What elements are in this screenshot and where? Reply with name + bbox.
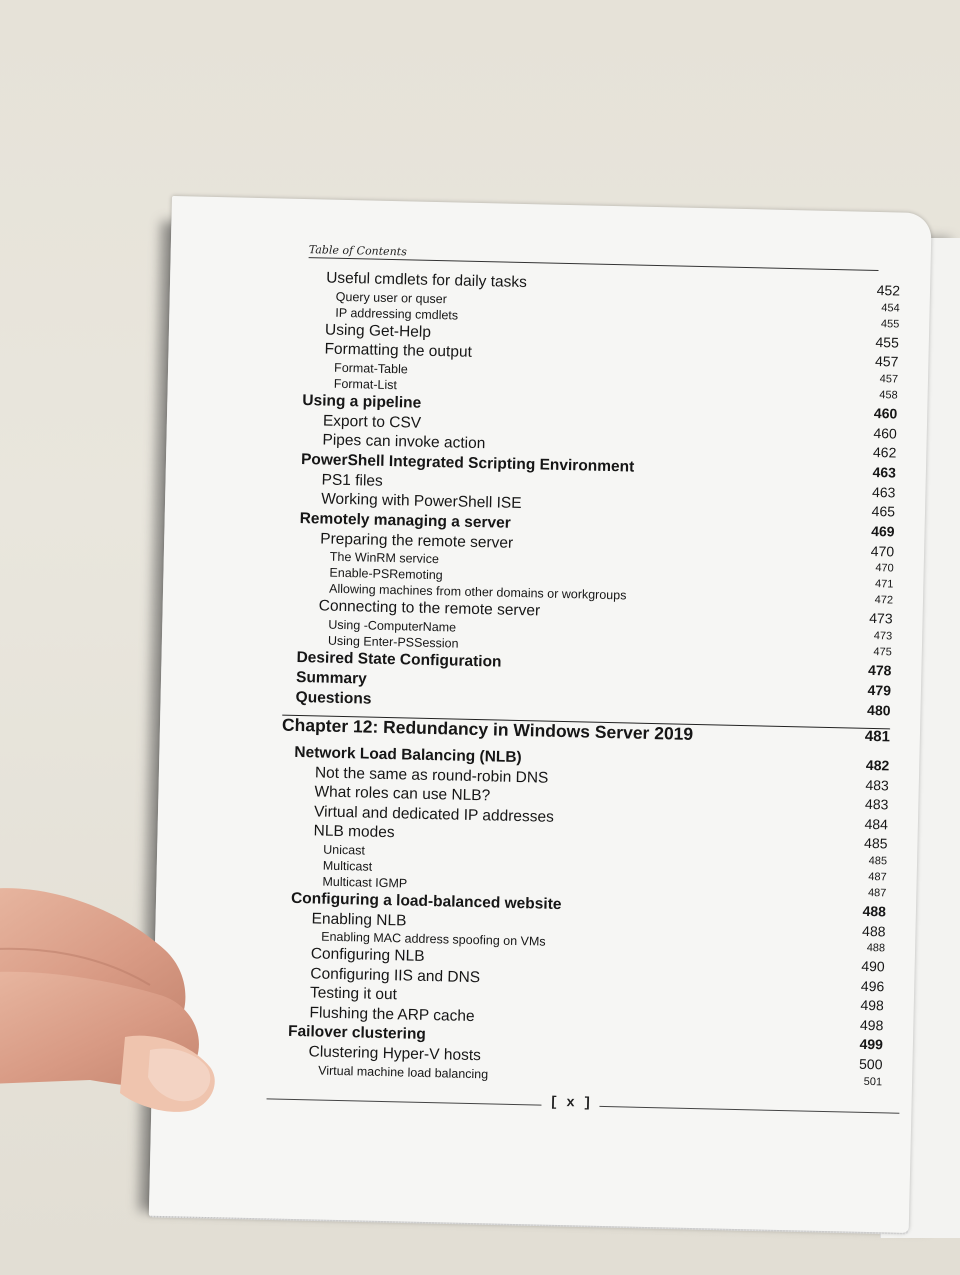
toc-entry-title: Connecting to the remote server <box>318 597 541 620</box>
toc-entry-page: 485 <box>863 834 888 852</box>
page-number: [ x ] <box>549 1094 592 1112</box>
toc-entry-page: 475 <box>873 645 892 658</box>
toc-entry-title: Not the same as round-robin DNS <box>314 763 549 787</box>
toc-entry-title: Configuring IIS and DNS <box>310 964 481 986</box>
toc-entry-title: IP addressing cmdlets <box>335 305 459 323</box>
toc-entry-page: 480 <box>866 701 891 718</box>
toc-entry-title: Using Get-Help <box>324 321 432 341</box>
toc-entry-page: 488 <box>862 902 887 919</box>
toc-entry-title: Pipes can invoke action <box>322 431 486 453</box>
toc-entry-title: Using -ComputerName <box>328 617 457 635</box>
toc-entry-title: Chapter 12: Redundancy in Windows Server 2019 <box>281 714 694 744</box>
toc-entry-page: 498 <box>860 996 885 1014</box>
toc-entry-title: Desired State Configuration <box>296 648 502 671</box>
toc-entry-page: 485 <box>868 854 888 867</box>
toc-entry <box>160 740 900 773</box>
toc-entry-page: 487 <box>867 886 887 899</box>
toc-entry-title: Unicast <box>323 842 366 858</box>
toc-entry-title: Virtual and dedicated IP addresses <box>313 802 555 826</box>
toc-entry-title: PS1 files <box>321 470 383 490</box>
toc-entry-page: 460 <box>873 424 897 442</box>
toc-entry-page: 454 <box>881 301 900 315</box>
toc-entry-page: 490 <box>861 957 885 975</box>
toc-entry-page: 471 <box>874 578 894 591</box>
toc-entry-page: 472 <box>874 594 894 607</box>
toc-entry-page: 457 <box>874 352 899 370</box>
toc-entry-title: Preparing the remote server <box>320 529 514 552</box>
toc-entry <box>156 886 896 919</box>
toc-entry-page: 501 <box>863 1075 883 1088</box>
toc-entry-page: 465 <box>871 502 896 520</box>
toc-entry-page: 487 <box>868 870 887 883</box>
toc-entry-title: Useful cmdlets for daily tasks <box>325 269 528 292</box>
toc-entry-title: Format-List <box>333 376 398 392</box>
toc-entry-title: Testing it out <box>309 984 398 1004</box>
toc-entry-title: Export to CSV <box>322 411 422 432</box>
toc-entry-page: 455 <box>880 317 900 331</box>
footer-rule-right <box>599 1106 899 1114</box>
toc-entry <box>153 1020 893 1053</box>
toc-entry-title: Multicast <box>322 858 373 874</box>
toc-entry-page: 484 <box>864 815 889 832</box>
toc-entry-page: 479 <box>867 681 892 698</box>
toc-entry-page: 483 <box>865 776 890 793</box>
toc-entry-title: PowerShell Integrated Scripting Environment <box>300 450 635 476</box>
toc-entry-title: Failover clustering <box>287 1022 427 1043</box>
toc-entry <box>162 629 902 658</box>
toc-entry <box>161 685 901 718</box>
toc-entry-title: NLB modes <box>313 822 395 842</box>
toc-entry-title: Virtual machine load balancing <box>318 1063 489 1081</box>
toc-entry-page: 488 <box>866 941 886 955</box>
toc-entry-title: Formatting the output <box>324 340 473 361</box>
toc-entry-page: 483 <box>864 795 889 813</box>
toc-entry-page: 457 <box>879 372 899 386</box>
toc-entry-page: 488 <box>861 922 886 939</box>
toc-entry <box>159 760 899 793</box>
toc-entry <box>157 870 897 899</box>
toc-entry-title: Allowing machines from other domains or workgroups <box>328 581 627 603</box>
toc-entry <box>165 487 905 520</box>
footer-rule-left <box>267 1098 542 1105</box>
toc-entry-page: 482 <box>865 756 890 773</box>
toc-entry-page: 481 <box>864 727 891 745</box>
toc-entry-title: Multicast IGMP <box>322 874 408 891</box>
toc-entry-title: Questions <box>295 688 372 708</box>
toc-entry-title: Enabling NLB <box>311 909 407 930</box>
toc-entry-title: What roles can use NLB? <box>314 783 491 805</box>
running-header: Table of Contents <box>309 243 879 271</box>
toc-entry-title: Flushing the ARP cache <box>309 1003 475 1025</box>
toc-entry-page: 455 <box>875 333 900 351</box>
toc-entry <box>164 562 904 591</box>
toc-entry-title: Using a pipeline <box>302 391 422 412</box>
toc-entry-page: 462 <box>872 443 897 461</box>
toc-entry-page: 499 <box>859 1035 884 1053</box>
toc-entry-title: Enabling MAC address spoofing on VMs <box>321 929 546 949</box>
toc-entry-title: Remotely managing a server <box>299 509 511 532</box>
book-page <box>149 196 932 1233</box>
toc-entry-title: Configuring a load-balanced website <box>290 889 562 913</box>
toc-entry-page: 460 <box>873 404 898 422</box>
toc-entry-page: 463 <box>871 483 896 500</box>
toc-entry-page: 458 <box>879 388 898 402</box>
toc-entry-page: 463 <box>872 463 897 480</box>
toc-entry <box>163 578 903 607</box>
toc-entry-title: Query user or quser <box>335 289 448 306</box>
toc-entry <box>167 428 907 461</box>
toc-entry-page: 500 <box>858 1055 883 1073</box>
toc-entry <box>152 1059 892 1088</box>
toc-entry-page: 470 <box>875 562 894 575</box>
toc-entry-title: Enable-PSRemoting <box>329 565 443 583</box>
toc-entry-page: 473 <box>869 609 893 627</box>
toc-entry-page: 469 <box>871 522 895 539</box>
toc-entry-title: Network Load Balancing (NLB) <box>294 743 522 766</box>
toc-entry-page: 498 <box>859 1016 884 1033</box>
toc-entry-title: Configuring NLB <box>310 945 425 965</box>
toc-entry-page: 478 <box>867 661 892 678</box>
toc-entry-page: 473 <box>873 629 893 642</box>
toc-entry-title: Working with PowerShell ISE <box>320 490 522 513</box>
toc-entry-page: 496 <box>860 977 885 994</box>
toc-entry <box>165 506 905 539</box>
toc-entry-title: Format-Table <box>333 360 408 376</box>
toc-entry-page: 470 <box>870 542 895 559</box>
toc-entry-page: 452 <box>876 282 901 299</box>
toc-entry-title: Summary <box>295 668 367 688</box>
toc-entry-title: The WinRM service <box>329 549 440 567</box>
hand-holding-book <box>0 855 220 1115</box>
toc-entry-title: Using Enter-PSSession <box>327 633 459 651</box>
toc-entry-title: Clustering Hyper-V hosts <box>308 1043 482 1065</box>
